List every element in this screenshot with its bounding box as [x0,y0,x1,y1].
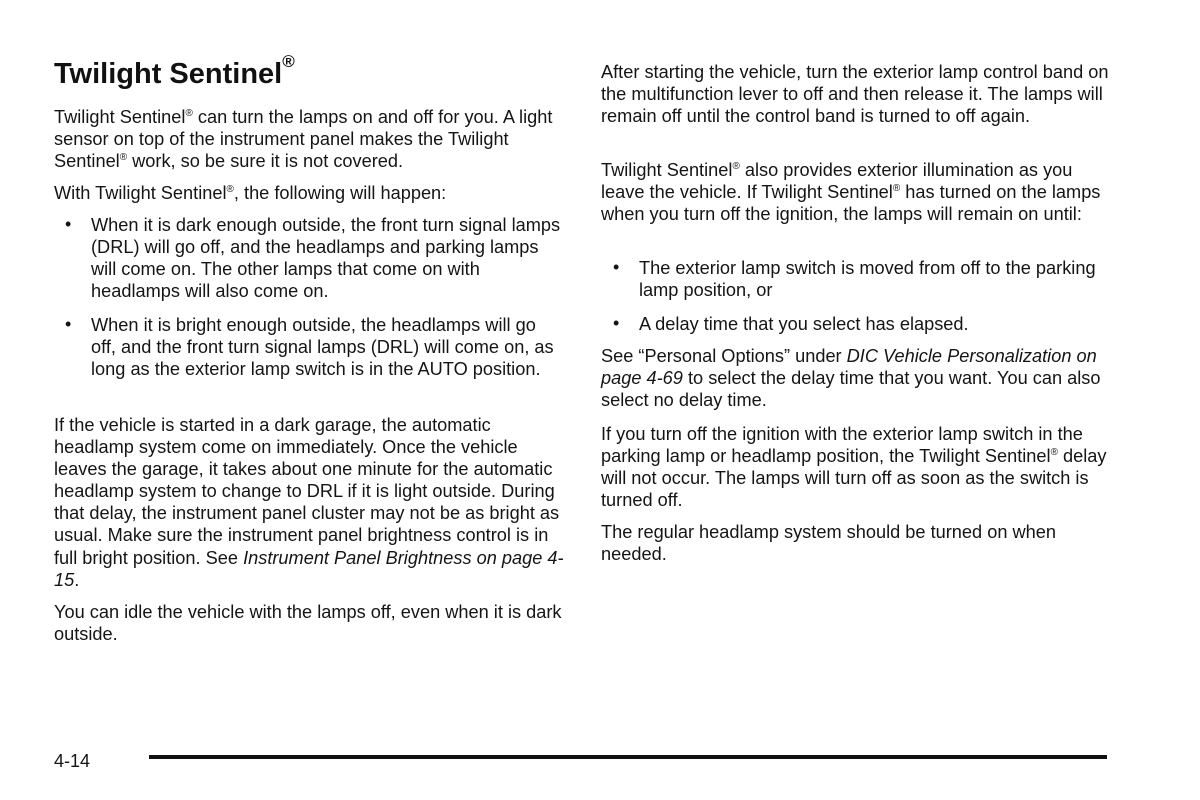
left-bullet-2: • When it is bright enough outside, the headlamps will go off, and the front turn signal lamps (DRL) will come on, as long as the exterior lamp switch is in the AUTO position. [65,314,554,380]
right-paragraph-1: After starting the vehicle, turn the exterior lamp control band on the multifunction lever to off and then release it. The lamps will remain off until the control band is turned to off again. [601,62,1109,127]
left-paragraph-1: Twilight Sentinel® can turn the lamps on and off for you. A light sensor on top of the instrument panel makes the Twilight Sentinel® work, so be sure it is not covered. [54,107,553,172]
bullet-icon: • [613,257,620,277]
right-paragraph-3: See “Personal Options” under DIC Vehicle Personalization on page 4-69 to select the delay time that you want. You can also select no delay time. [601,346,1101,411]
right-paragraph-5: The regular headlamp system should be turned on when needed. [601,522,1056,565]
right-paragraph-2: Twilight Sentinel® also provides exterior illumination as you leave the vehicle. If Twilight Sentinel® has turned on the lamps when you turn off the ignition, the lamps will remain on until: [601,160,1101,225]
bullet-icon: • [613,313,620,333]
left-paragraph-2: With Twilight Sentinel®, the following will happen: [54,183,447,203]
right-bullet-1: • The exterior lamp switch is moved from off to the parking lamp position, or [613,257,1096,301]
right-paragraph-4: If you turn off the ignition with the exterior lamp switch in the parking lamp or headlamp position, the Twilight Sentinel® delay will not occur. The lamps will turn off as soon as the switch is turned off. [601,424,1107,511]
page-title [54,54,295,94]
registered-mark: ® [282,52,295,71]
left-paragraph-4: You can idle the vehicle with the lamps off, even when it is dark outside. [54,602,562,645]
cross-reference-link[interactable]: DIC Vehicle Personalization on page 4-69 [601,346,1097,389]
left-paragraph-3: If the vehicle is started in a dark garage, the automatic headlamp system come on immediately. Once the vehicle leaves the garage, it takes about one minute for the automatic headlamp system to change to DRL if it is light outside. During that delay, the instrument panel cluster may not be as bright as usual. Make sure the instrument panel brightness control is in full bright position. See Instrument Panel Brightness on page 4-15. [54,415,564,590]
footer-rule [149,755,1107,759]
title-text: Twilight Sentinel [54,58,283,90]
right-bullet-2: • A delay time that you select has elapsed. [613,313,969,334]
bullet-icon: • [65,214,72,234]
bullet-icon: • [65,314,72,334]
cross-reference-link[interactable]: Instrument Panel Brightness on page 4-15 [54,547,564,590]
page-number: 4-14 [54,751,91,771]
left-bullet-1: • When it is dark enough outside, the front turn signal lamps (DRL) will go off, and the headlamps and parking lamps will come on. The other lamps that come on with headlamps will also come on. [65,214,561,302]
